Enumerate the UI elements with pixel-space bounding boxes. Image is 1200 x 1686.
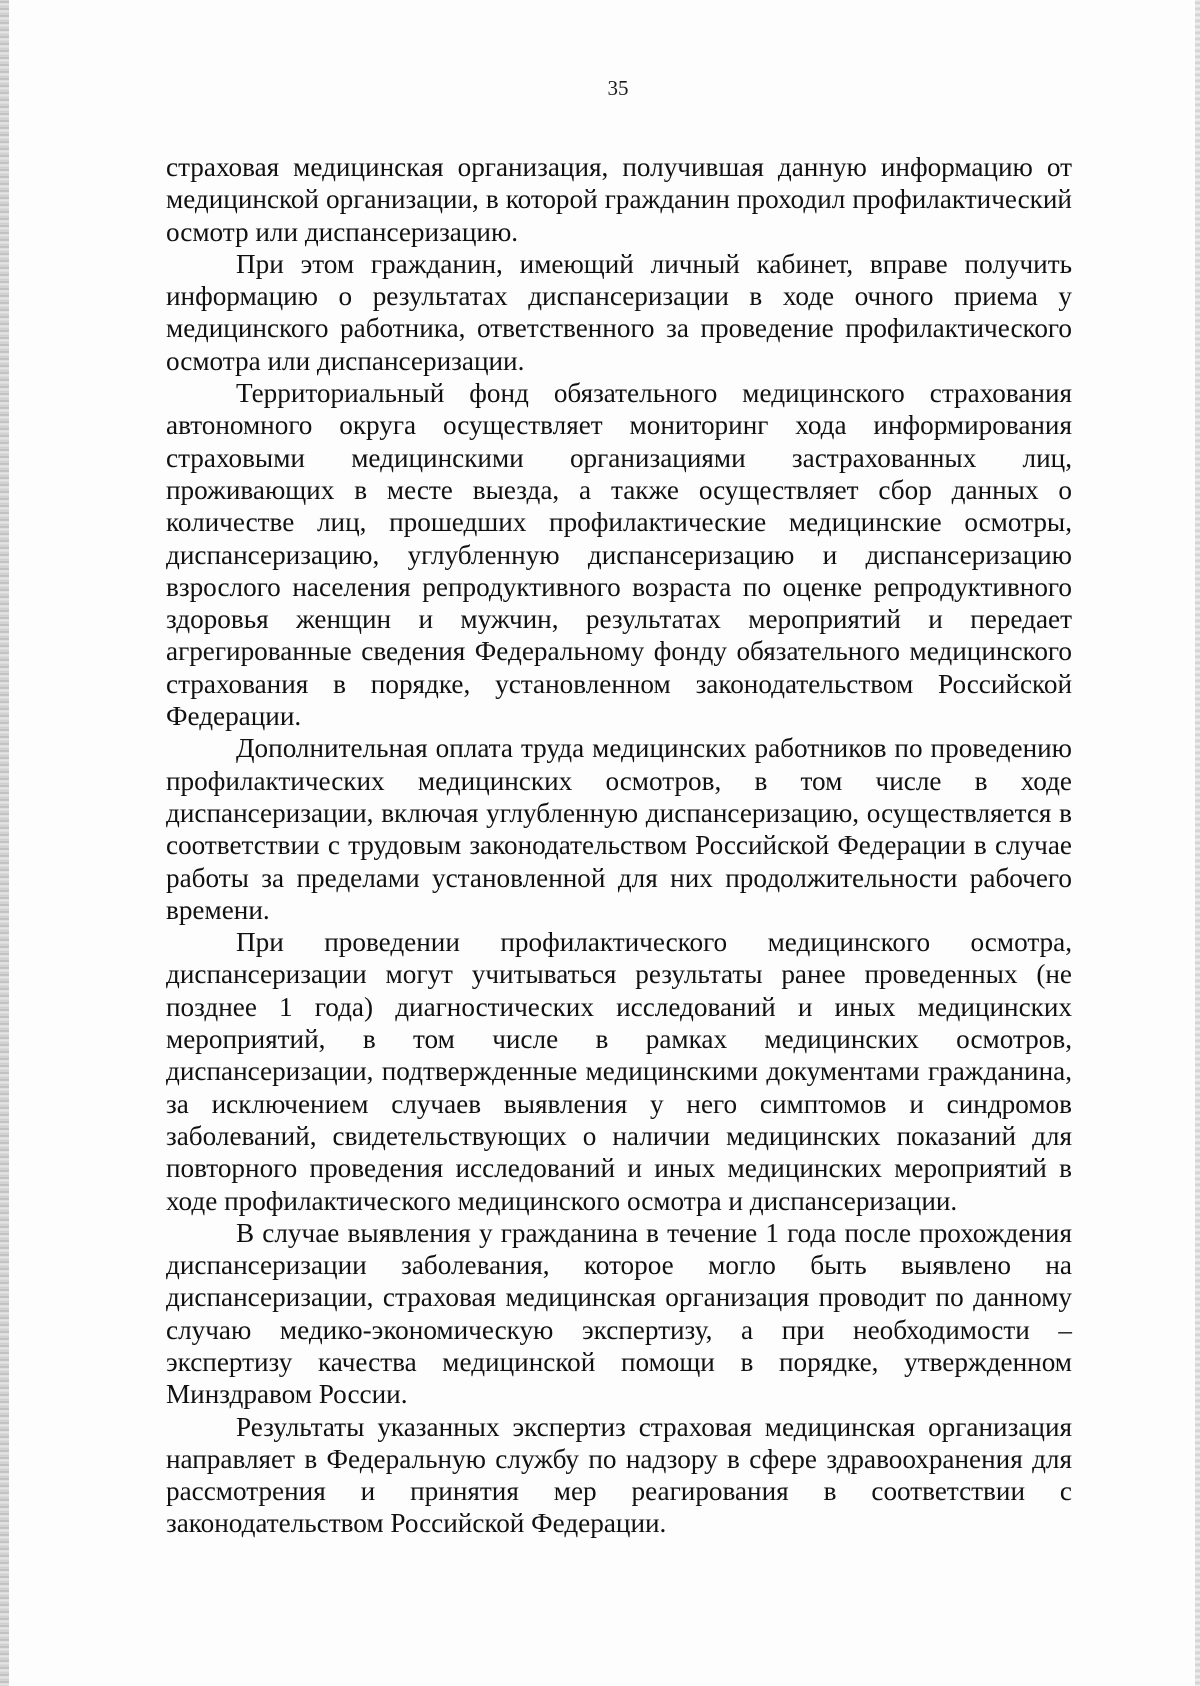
paragraph-territorial-fund: Территориальный фонд обязательного медицинского страхования автономного округа осуществляет мониторинг хода информирования страховыми медицинскими организациями застрахованных лиц, проживающих в месте выезда, а также осуществляет сбор данных о количестве лиц, прошедших профилактические медицинские осмотры, диспансеризацию, углубленную диспансеризацию и диспансеризацию взрослого населения репродуктивного возраста по оценке репродуктивного здоровья женщин и мужчин, результатах мероприятий и передает агрегированные сведения Федеральному фонду обязательного медицинского страхования в порядке, установленном законодательством Российской Федерации. (166, 378, 1072, 732)
paragraph-personal-account: При этом гражданин, имеющий личный кабинет, вправе получить информацию о результатах диспансеризации в ходе очного приема у медицинского работника, ответственного за проведение профилактического осмотра или диспансеризации. (166, 248, 1072, 376)
paragraph-additional-payment: Дополнительная оплата труда медицинских работников по проведению профилактических медицинских осмотров, в том числе в ходе диспансеризации, включая углубленную диспансеризацию, осуществляется в соответствии с трудовым законодательством Российской Федерации в случае работы за пределами установленной для них продолжительности рабочего времени. (166, 733, 1072, 925)
scan-edge-right (1195, 0, 1200, 1686)
paragraph-previous-results: При проведении профилактического медицинского осмотра, диспансеризации могут учитываться результаты ранее проведенных (не позднее 1 года) диагностических исследований и иных медицинских мероприятий, в том числе в рамках медицинских осмотров, диспансеризации, подтвержденные медицинскими документами гражданина, за исключением случаев выявления у него симптомов и синдромов заболеваний, свидетельствующих о наличии медицинских показаний для повторного проведения исследований и иных медицинских мероприятий в ходе профилактического медицинского осмотра и диспансеризации. (166, 927, 1072, 1216)
scan-edge-left (0, 0, 9, 1686)
paragraph-continuation: страховая медицинская организация, получившая данную информацию от медицинской организации, в которой гражданин проходил профилактический осмотр или диспансеризацию. (166, 152, 1072, 247)
paragraph-expertise-results: Результаты указанных экспертиз страховая медицинская организация направляет в Федеральную службу по надзору в сфере здравоохранения для рассмотрения и принятия мер реагирования в соответствии с законодательством Российской Федерации. (166, 1411, 1072, 1539)
paragraph-disease-detection: В случае выявления у гражданина в течение 1 года после прохождения диспансеризации заболевания, которое могло быть выявлено на диспансеризации, страховая медицинская организация проводит по данному случаю медико-экономическую экспертизу, а при необходимости – экспертизу качества медицинской помощи в порядке, утвержденном Минздравом России. (166, 1217, 1072, 1410)
document-body (166, 151, 1072, 1540)
page-number: 35 (607, 76, 629, 100)
